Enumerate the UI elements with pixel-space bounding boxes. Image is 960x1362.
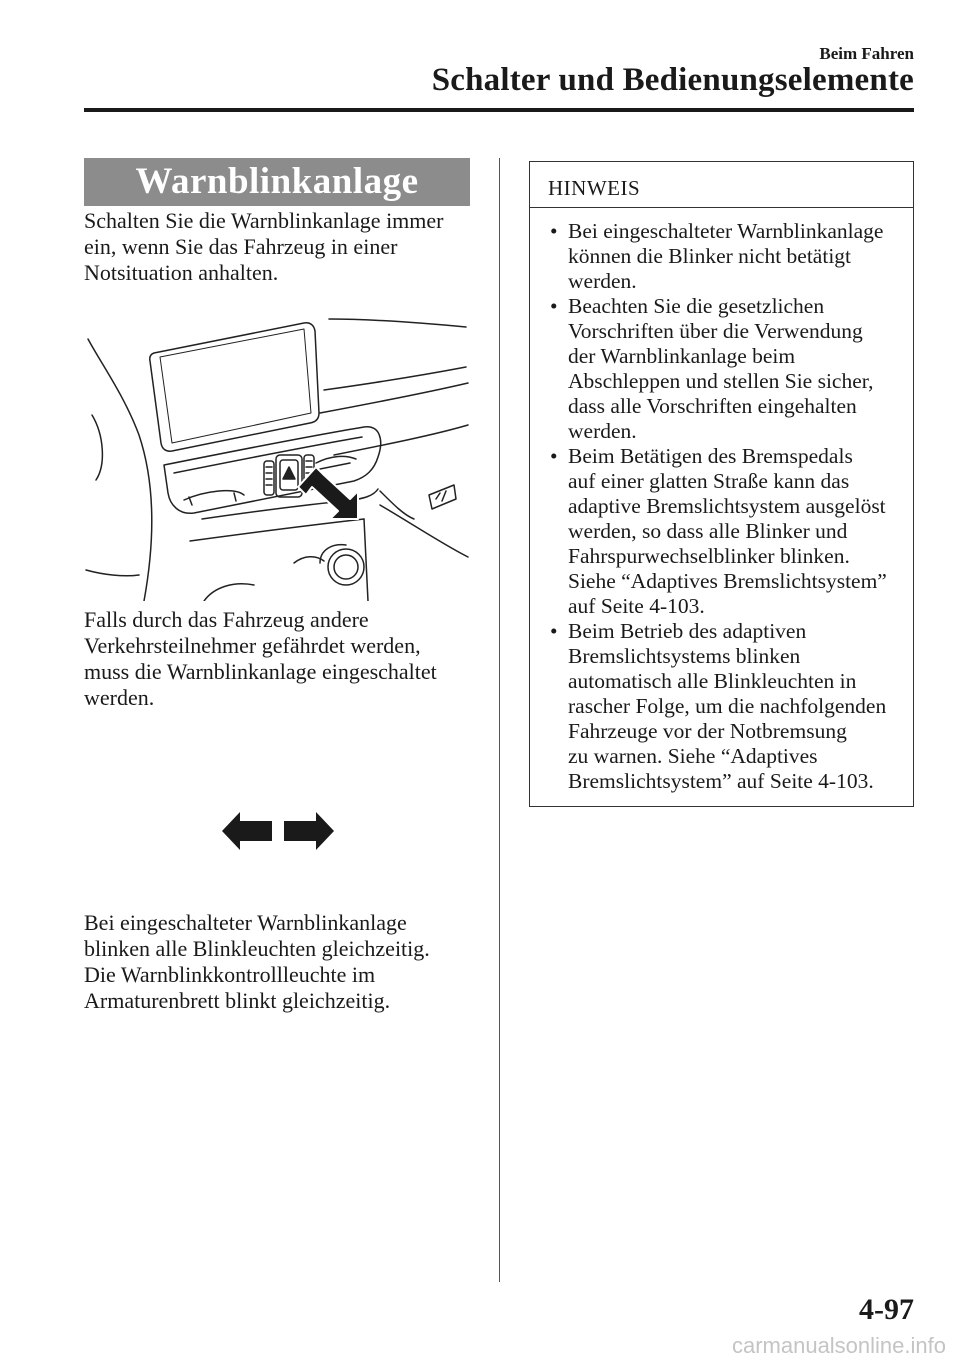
blink-paragraph: Bei eingeschalteter Warnblinkanlage blinken alle Blinkleuchten gleichzeitig. Die Warnblinkkontrollleuchte im Armaturenbrett blinkt gleichzeitig. xyxy=(84,910,430,1013)
note-item xyxy=(540,444,910,619)
intro-paragraph: Schalten Sie die Warnblinkanlage immer ein, wenn Sie das Fahrzeug in einer Notsituation anhalten. xyxy=(84,208,444,285)
bullet-icon: • xyxy=(550,294,558,318)
dashboard-hazard-switch-illustration xyxy=(84,305,470,601)
header-section-label: Beim Fahren xyxy=(819,44,914,63)
note-item xyxy=(540,294,910,444)
bullet-icon: • xyxy=(550,219,558,243)
watermark: carmanualsonline.info xyxy=(731,1333,946,1358)
column-divider xyxy=(499,158,500,1282)
header-divider xyxy=(84,108,914,112)
note-box xyxy=(529,161,914,807)
note-item-text: Beachten Sie die gesetzlichen Vorschriften über die Verwendung der Warnblinkanlage beim Abschleppen und stellen Sie sicher, dass alle Vorschriften eingehalten werden. xyxy=(568,294,874,443)
turn-signal-indicator-icon xyxy=(222,812,334,850)
header-chapter-title: Schalter und Bedienungselemente xyxy=(431,62,914,98)
section-title: Warnblinkanlage xyxy=(84,158,470,206)
note-item-text: Bei eingeschalteter Warnblinkanlage können die Blinker nicht betätigt werden. xyxy=(568,219,884,293)
note-item-text: Beim Betrieb des adaptiven Bremslichtsystems blinken automatisch alle Blinkleuchten in rascher Folge, um die nachfolgenden Fahrzeuge vor der Notbremsung zu warnen. Siehe “Adaptives Bremslichtsystem” auf Seite 4-103. xyxy=(568,619,887,793)
danger-paragraph: Falls durch das Fahrzeug andere Verkehrsteilnehmer gefährdet werden, muss die Warnblinkanlage eingeschaltet werden. xyxy=(84,607,437,710)
note-item-text: Beim Betätigen des Bremspedals auf einer glatten Straße kann das adaptive Bremslichtsystem ausgelöst werden, so dass alle Blinker und Fahrspurwechselblinker blinken. Siehe “Adaptives Bremslichtsystem” auf Seite 4-103. xyxy=(568,444,887,618)
pointer-arrow-icon xyxy=(298,467,358,519)
right-arrow-icon xyxy=(284,812,334,850)
bullet-icon: • xyxy=(550,444,558,468)
note-list xyxy=(540,219,910,794)
bullet-icon: • xyxy=(550,619,558,643)
left-arrow-icon xyxy=(222,812,272,850)
page-number: 4-97 xyxy=(859,1293,914,1326)
note-title: HINWEIS xyxy=(548,176,641,200)
note-divider xyxy=(530,207,913,208)
note-item xyxy=(540,219,910,294)
note-item xyxy=(540,619,910,794)
